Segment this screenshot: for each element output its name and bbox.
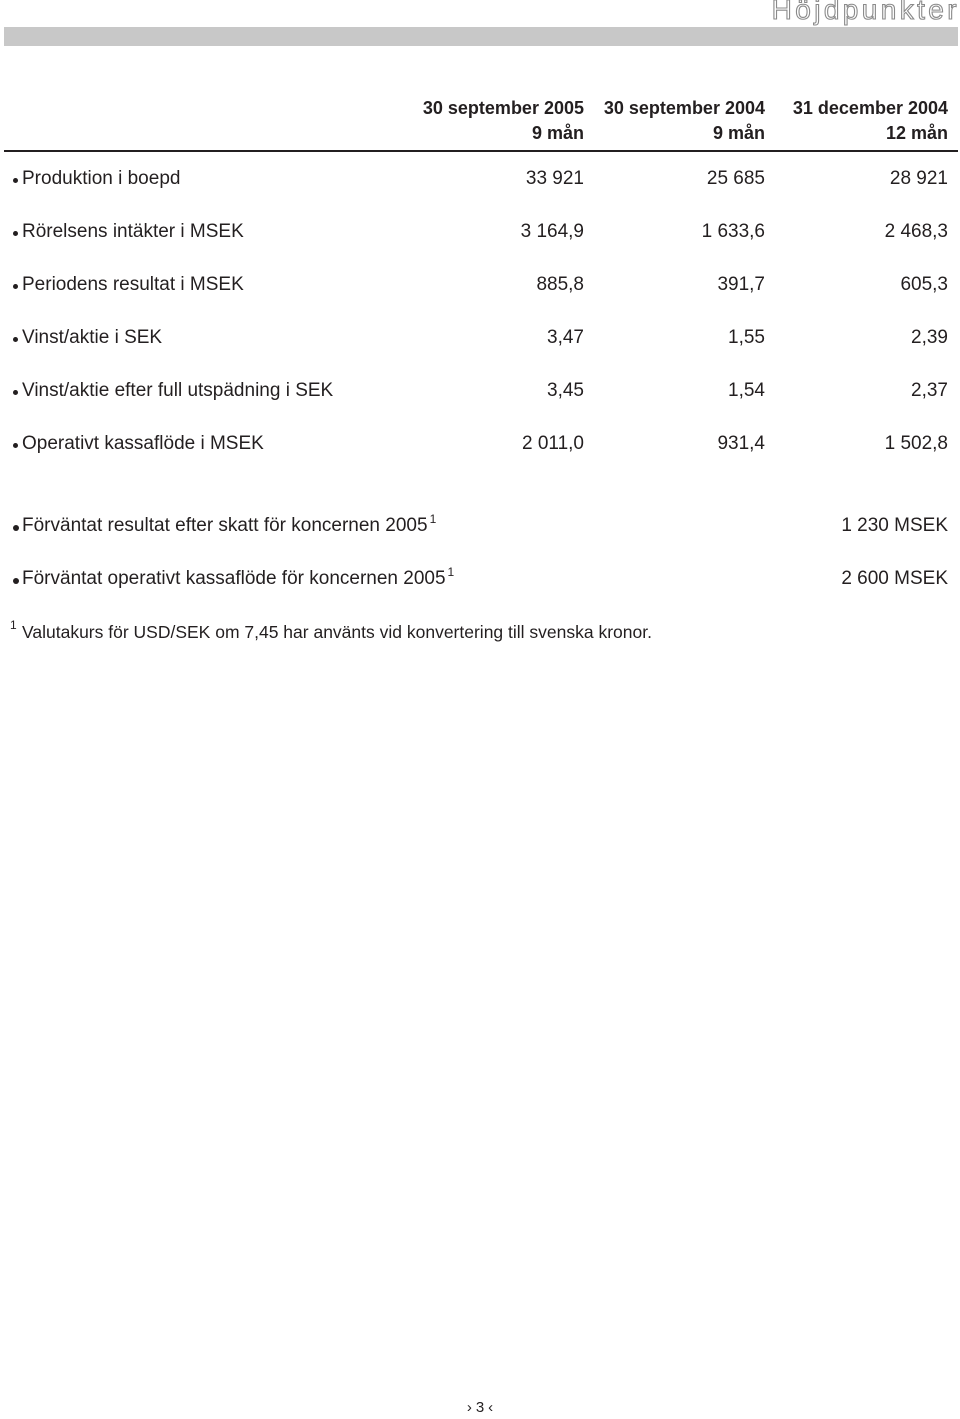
column-length: 12 mån <box>885 123 948 143</box>
bullet-icon <box>13 578 19 584</box>
column-length: 9 mån <box>712 123 765 143</box>
column-header-sep-2005 <box>423 96 584 146</box>
row-label: Periodens resultat i MSEK <box>22 274 244 295</box>
column-header-dec-2004 <box>793 96 948 146</box>
row-label: Produktion i boepd <box>22 168 181 189</box>
row-label: Vinst/aktie efter full utspädning i SEK <box>22 380 334 401</box>
footnote-text: Valutakurs för USD/SEK om 7,45 har använts vid konvertering till svenska kronor. <box>22 622 652 642</box>
column-period: 30 september 2005 <box>422 98 584 118</box>
row-label: Operativt kassaflöde i MSEK <box>22 433 264 454</box>
forecast-value: 2 600 MSEK <box>841 568 948 589</box>
column-header-sep-2004 <box>604 96 765 146</box>
value-sep-2004: 1,55 <box>728 327 765 348</box>
forecast-label <box>22 514 436 538</box>
page-title: Höjdpunkter <box>771 0 960 25</box>
table-row <box>0 167 960 191</box>
footnote-reference: 1 <box>447 565 455 579</box>
value-dec-2004: 2 468,3 <box>884 221 948 242</box>
forecast-label <box>22 567 454 591</box>
footnote-marker: 1 <box>10 618 17 632</box>
bullet-icon <box>13 231 18 236</box>
value-sep-2005: 885,8 <box>536 274 584 295</box>
table-row <box>0 432 960 456</box>
value-dec-2004: 605,3 <box>900 274 948 295</box>
value-sep-2005: 3,47 <box>547 327 584 348</box>
forecast-row <box>0 514 960 538</box>
table-row <box>0 220 960 244</box>
value-sep-2005: 3,45 <box>547 380 584 401</box>
table-row <box>0 326 960 350</box>
forecast-label-text: Förväntat operativt kassaflöde för koncernen 2005 <box>22 568 446 589</box>
bullet-icon <box>13 443 18 448</box>
forecast-label-text: Förväntat resultat efter skatt för koncernen 2005 <box>22 515 428 536</box>
title-bar <box>4 27 958 46</box>
footnote-reference: 1 <box>429 512 437 526</box>
value-sep-2004: 1,54 <box>728 380 765 401</box>
value-sep-2004: 25 685 <box>706 168 765 189</box>
bullet-icon <box>13 390 18 395</box>
forecast-value: 1 230 MSEK <box>841 515 948 536</box>
row-label: Rörelsens intäkter i MSEK <box>22 221 244 242</box>
table-row <box>0 273 960 297</box>
value-sep-2004: 931,4 <box>717 433 765 454</box>
value-sep-2005: 33 921 <box>525 168 584 189</box>
value-dec-2004: 2,37 <box>911 380 948 401</box>
row-label: Vinst/aktie i SEK <box>22 327 163 348</box>
column-length: 9 mån <box>531 123 584 143</box>
page-marker-close: ‹ <box>488 1399 494 1416</box>
value-dec-2004: 28 921 <box>889 168 948 189</box>
footnote <box>0 620 960 644</box>
header-divider <box>4 150 958 152</box>
column-period: 30 september 2004 <box>603 98 765 118</box>
value-dec-2004: 1 502,8 <box>884 433 948 454</box>
column-period: 31 december 2004 <box>792 98 948 118</box>
value-sep-2004: 1 633,6 <box>701 221 765 242</box>
page-marker-open: › <box>466 1399 472 1416</box>
bullet-icon <box>13 178 18 183</box>
table-row <box>0 379 960 403</box>
value-dec-2004: 2,39 <box>911 327 948 348</box>
forecast-row <box>0 567 960 591</box>
bullet-icon <box>13 525 19 531</box>
value-sep-2004: 391,7 <box>717 274 765 295</box>
bullet-icon <box>13 284 18 289</box>
value-sep-2005: 2 011,0 <box>522 433 584 454</box>
page-number <box>0 1398 960 1418</box>
bullet-icon <box>13 337 18 342</box>
value-sep-2005: 3 164,9 <box>520 221 584 242</box>
page-number-value: 3 <box>475 1399 485 1416</box>
